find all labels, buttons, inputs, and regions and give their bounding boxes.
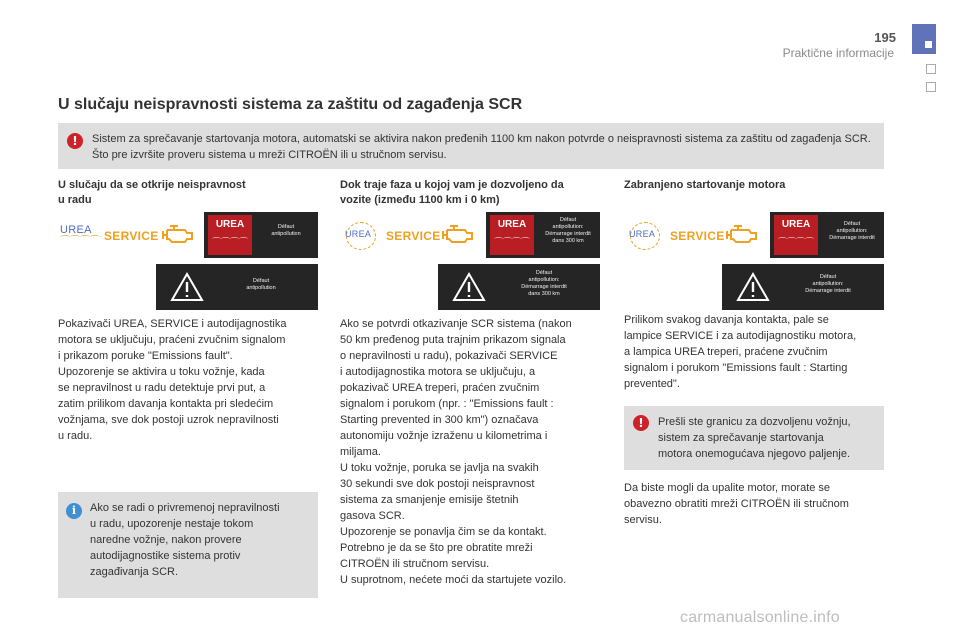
urea-wave-icon: ⌒⌒⌒⌒: [60, 236, 100, 247]
warning-triangle-icon: [736, 272, 770, 302]
service-indicator-label: SERVICE: [104, 229, 159, 243]
warning-triangle-icon: [170, 272, 204, 302]
chapter-tab: [926, 82, 936, 92]
instrument-display: [770, 212, 884, 258]
engine-check-icon: [440, 222, 476, 246]
chapter-tab: [926, 64, 936, 74]
column-text: Pokazivači UREA, SERVICE i autodijagnostika motora se uključuju, praćeni zvučnim signalom i prikazom poruke "Emissions fault". Upozorenje se aktivira u toku vožnje, kada se nepravilnost u radu detektuje prvi put, a zatim prilikom davanja kontakta pri sledećim vožnjama, sve dok postoji uzrok nepravilnosti u radu.: [58, 318, 287, 442]
instrument-display: [486, 212, 600, 258]
urea-indicator-label: UREA: [345, 229, 372, 239]
column-title: U slučaju da se otkrije neispravnost u radu: [58, 179, 246, 206]
instrument-display: [204, 212, 318, 258]
watermark: carmanualsonline.info: [680, 609, 840, 626]
display-message: Défaut antipollution: Démarrage interdit dans 300 km: [521, 270, 567, 297]
column-title: Dok traje faza u kojoj vam je dozvoljeno da vozite (između 1100 km i 0 km): [340, 179, 564, 206]
section-name: Praktične informacije: [782, 46, 894, 60]
column-text: Ako se potvrdi otkazivanje SCR sistema (nakon 50 km pređenog puta trajnim prikazom signala o nepravilnosti u radu), pokazivači SERVICE i autodijagnostika motora se uključuju, a pokazivač UREA treperi, praćen zvučnim signalom i porukom (npr. : "Emissions fault : Starting prevented in 300 km") označava autonomiju vožnje izraženu u kilometrima i miljama. U toku vožnje, poruka se javlja na svakih 30 sekundi sve dok postoji neispravnost sistema za smanjenje emisije štetnih gasova SCR. Upozorenje se ponavlja čim se da kontakt. Potrebno je da se što pre obratite mreži CITROËN ili stručnom servisu. U suprotnom, nećete moći da startujete vozilo.: [340, 318, 572, 586]
display-message: Défaut antipollution: [246, 278, 276, 291]
column-final-text: Da biste mogli da upalite motor, morate se obavezno obratiti mreži CITROËN ili stručnom servisu.: [624, 482, 849, 526]
display-message: Défaut antipollution: Démarrage interdit: [829, 221, 875, 241]
instrument-display: [438, 264, 600, 310]
urea-badge: UREA ⌒⌒⌒⌒: [490, 215, 534, 255]
instrument-display: [722, 264, 884, 310]
urea-badge: UREA ⌒⌒⌒⌒: [208, 215, 252, 255]
chapter-tab-active: [912, 24, 936, 54]
info-box: [58, 492, 318, 598]
service-indicator-label: SERVICE: [670, 229, 725, 243]
info-text: Ako se radi o privremenoj nepravilnosti u radu, upozorenje nestaje tokom naredne vožnje, nakon provere autodijagnostike sistema protiv zagađivanja SCR.: [90, 502, 280, 578]
warning-box: [58, 123, 884, 169]
warning-icon: [67, 133, 83, 149]
warning-triangle-icon: [452, 272, 486, 302]
page-number: 195: [874, 30, 896, 45]
critical-warning-text: Prešli ste granicu za dozvoljenu vožnju, sistem za sprečavanje startovanja motora onemogućava njegovo paljenje.: [658, 416, 851, 460]
service-indicator-label: SERVICE: [386, 229, 441, 243]
info-icon: [66, 503, 82, 519]
display-message: Défaut antipollution: Démarrage interdit dans 300 km: [545, 217, 591, 244]
instrument-display: [156, 264, 318, 310]
critical-warning-box: [624, 406, 884, 470]
column-text: Prilikom svakog davanja kontakta, pale se lampice SERVICE i za autodijagnostiku motora, a lampica UREA treperi, praćene zvučnim signalom i porukom "Emissions fault : Starting prevented".: [624, 314, 857, 390]
warning-icon: [633, 415, 649, 431]
display-message: Défaut antipollution: [271, 224, 301, 237]
engine-check-icon: [724, 222, 760, 246]
column-title: Zabranjeno startovanje motora: [624, 179, 786, 191]
urea-indicator-label: UREA: [629, 229, 656, 239]
urea-badge: UREA ⌒⌒⌒⌒: [774, 215, 818, 255]
display-message: Défaut antipollution: Démarrage interdit: [805, 274, 851, 294]
engine-check-icon: [160, 222, 196, 246]
page-title: U slučaju neispravnosti sistema za zaštitu od zagađenja SCR: [58, 96, 523, 113]
warning-text: Sistem za sprečavanje startovanja motora, automatski se aktivira nakon pređenih 1100 km nakon potvrde o neispravnosti sistema za zaštitu od zagađenja SCR. Što pre izvršite proveru sistema u mreži CITROËN ili u stručnom servisu.: [92, 133, 871, 161]
urea-indicator-label: UREA: [60, 224, 92, 236]
